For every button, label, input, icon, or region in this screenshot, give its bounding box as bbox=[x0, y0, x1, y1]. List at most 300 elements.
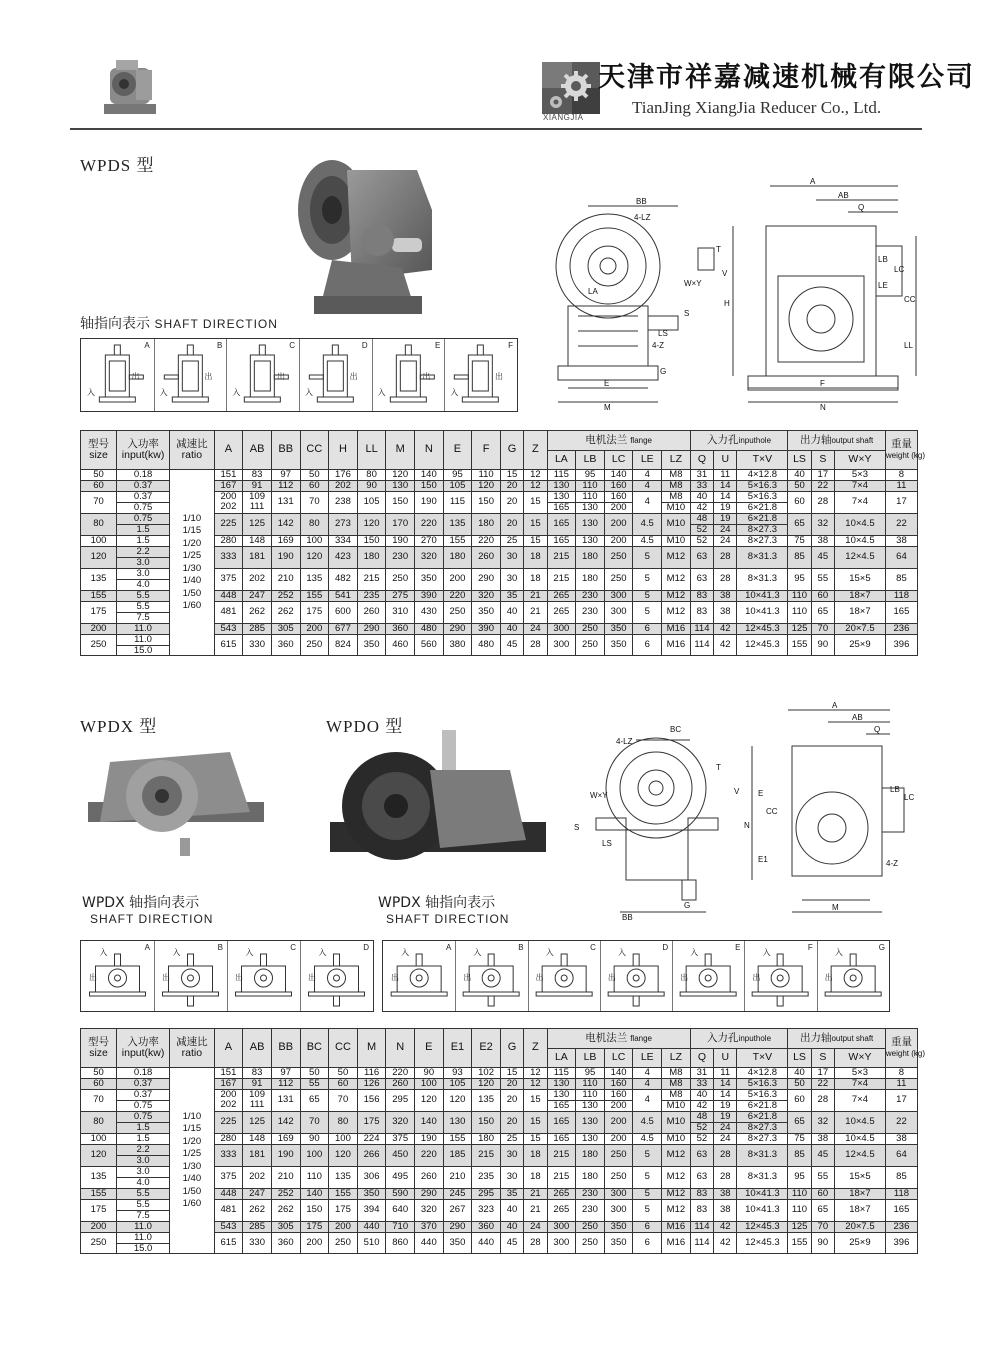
cell-dim: 151 bbox=[214, 1068, 243, 1079]
wpdo-dim-wxy-label: W×Y bbox=[590, 791, 608, 800]
cell-input-kw: 3.0 bbox=[117, 1155, 170, 1166]
cell-flange: 250 bbox=[604, 568, 633, 590]
cell-dim: 130 bbox=[386, 480, 415, 491]
cell-flange-lz: M10 bbox=[662, 513, 691, 535]
cell-dim: 640 bbox=[386, 1199, 415, 1221]
col-shaft-sub: LS bbox=[788, 1048, 811, 1068]
cell-output-shaft: 12×4.5 bbox=[834, 1144, 885, 1166]
cell-dim: 110 bbox=[300, 1166, 329, 1188]
cell-flange: 200 bbox=[604, 502, 633, 513]
cell-input-hole: 19 bbox=[714, 1111, 737, 1122]
cell-flange-lz: M12 bbox=[662, 1188, 691, 1199]
cell-output-shaft: 60 bbox=[811, 1188, 834, 1199]
cell-input-hole: 6×21.8 bbox=[737, 1111, 788, 1122]
cell-output-shaft: 32 bbox=[811, 513, 834, 535]
cell-input-kw: 1.5 bbox=[117, 535, 170, 546]
cell-output-shaft: 90 bbox=[811, 634, 834, 656]
cell-output-shaft: 110 bbox=[788, 1199, 811, 1221]
cell-input-kw: 4.0 bbox=[117, 579, 170, 590]
direction-input-mark: 入 bbox=[318, 948, 327, 957]
cell-input-hole: 6×21.8 bbox=[737, 502, 788, 513]
wpdo-dim-m-label: M bbox=[832, 903, 839, 912]
wpds-direction-f bbox=[444, 339, 517, 411]
cell-dim: 93 bbox=[443, 1068, 472, 1079]
cell-input-hole: 83 bbox=[690, 590, 713, 601]
cell-size: 100 bbox=[81, 535, 117, 546]
cell-flange-lz: M12 bbox=[662, 1166, 691, 1188]
cell-size: 50 bbox=[81, 470, 117, 481]
cell-dim: 40 bbox=[500, 1199, 523, 1221]
col-shaft-sub: S bbox=[811, 1048, 834, 1068]
cell-dim: 135 bbox=[472, 1089, 501, 1111]
shaft-direction-icon bbox=[299, 339, 372, 411]
cell-dim: 543 bbox=[214, 623, 243, 634]
cell-weight: 38 bbox=[885, 1133, 917, 1144]
cell-weight: 64 bbox=[885, 546, 917, 568]
cell-input-kw: 0.37 bbox=[117, 491, 170, 502]
cell-flange: 300 bbox=[604, 590, 633, 601]
cell-dim: 20 bbox=[500, 1111, 523, 1133]
cell-weight: 396 bbox=[885, 634, 917, 656]
cell-output-shaft: 18×7 bbox=[834, 1188, 885, 1199]
wpdo-dim-bc-label: BC bbox=[670, 725, 682, 734]
shaft-direction-icon bbox=[444, 339, 517, 411]
cell-input-hole: 8×31.3 bbox=[737, 1166, 788, 1188]
cell-dim: 105 bbox=[443, 480, 472, 491]
cell-output-shaft: 155 bbox=[788, 634, 811, 656]
wpdo-reducer-photo bbox=[330, 730, 546, 862]
wpdo-direction-g bbox=[817, 941, 889, 1011]
cell-dim: 135 bbox=[329, 1166, 358, 1188]
cell-dim: 200 bbox=[443, 568, 472, 590]
cell-input-hole: 38 bbox=[714, 601, 737, 623]
wpdo-dim-ls-label: LS bbox=[602, 839, 612, 848]
cell-size: 175 bbox=[81, 1199, 117, 1221]
cell-flange: 265 bbox=[547, 590, 576, 601]
col-group-flange: 电机法兰 flange bbox=[547, 431, 690, 451]
col-dim-3: CC bbox=[300, 431, 329, 470]
direction-output-mark: 出 bbox=[422, 372, 431, 381]
wpds-spec-table bbox=[80, 430, 926, 656]
cell-input-hole: 14 bbox=[714, 480, 737, 491]
cell-size: 70 bbox=[81, 491, 117, 513]
col-model: 型号 size bbox=[81, 1029, 117, 1068]
col-dim-6: N bbox=[386, 1029, 415, 1068]
cell-input-kw: 5.5 bbox=[117, 590, 170, 601]
cell-dim: 590 bbox=[386, 1188, 415, 1199]
col-shaft-sub: W×Y bbox=[834, 1048, 885, 1068]
wpdx-direction-c bbox=[227, 941, 301, 1011]
cell-dim: 280 bbox=[214, 535, 243, 546]
cell-dim: 860 bbox=[386, 1232, 415, 1254]
cell-output-shaft: 65 bbox=[811, 601, 834, 623]
cell-dim: 131 bbox=[271, 1089, 300, 1111]
wpdx-direction-d bbox=[300, 941, 373, 1011]
direction-letter: A bbox=[144, 341, 150, 350]
cell-dim: 266 bbox=[357, 1144, 386, 1166]
cell-dim: 230 bbox=[386, 546, 415, 568]
cell-flange: 95 bbox=[576, 470, 605, 481]
cell-dim: 142 bbox=[271, 513, 300, 535]
dim-la-label: LA bbox=[588, 287, 598, 296]
col-group-output-shaft: 出力轴output shaft bbox=[788, 431, 886, 451]
cell-dim: 350 bbox=[357, 634, 386, 656]
cell-input-hole: 114 bbox=[690, 634, 713, 656]
cell-dim: 320 bbox=[386, 1111, 415, 1133]
cell-input-hole: 28 bbox=[714, 568, 737, 590]
cell-output-shaft: 12×4.5 bbox=[834, 546, 885, 568]
wpds-dimension-drawing bbox=[548, 176, 920, 412]
cell-size: 175 bbox=[81, 601, 117, 623]
cell-output-shaft: 18×7 bbox=[834, 590, 885, 601]
cell-dim: 60 bbox=[300, 480, 329, 491]
cell-dim: 360 bbox=[386, 623, 415, 634]
cell-input-hole: 12×45.3 bbox=[737, 634, 788, 656]
col-hole-sub: U bbox=[714, 450, 737, 470]
shaft-direction-icon bbox=[226, 339, 299, 411]
cell-flange: 300 bbox=[604, 601, 633, 623]
cell-dim: 120 bbox=[300, 546, 329, 568]
col-ratio: 减速比 ratio bbox=[170, 1029, 215, 1068]
cell-output-shaft: 17 bbox=[811, 470, 834, 481]
cell-dim: 97 bbox=[271, 470, 300, 481]
cell-flange-le: 5 bbox=[633, 546, 662, 568]
wpdo-dim-v-label: V bbox=[734, 787, 740, 796]
cell-input-kw: 0.18 bbox=[117, 1068, 170, 1079]
cell-dim: 320 bbox=[472, 590, 501, 601]
cell-input-kw: 3.0 bbox=[117, 557, 170, 568]
cell-output-shaft: 65 bbox=[811, 1199, 834, 1221]
cell-dim: 90 bbox=[357, 480, 386, 491]
cell-input-kw: 0.75 bbox=[117, 513, 170, 524]
cell-dim: 280 bbox=[214, 1133, 243, 1144]
cell-dim: 155 bbox=[443, 1133, 472, 1144]
cell-dim: 290 bbox=[443, 1221, 472, 1232]
cell-input-kw: 2.2 bbox=[117, 546, 170, 557]
dim-le-label: LE bbox=[878, 281, 888, 290]
cell-dim: 131 bbox=[271, 491, 300, 513]
cell-size: 200 bbox=[81, 1221, 117, 1232]
cell-flange-le: 4.5 bbox=[633, 1111, 662, 1133]
cell-size: 200 bbox=[81, 623, 117, 634]
cell-input-kw: 11.0 bbox=[117, 1221, 170, 1232]
cell-dim: 95 bbox=[443, 470, 472, 481]
cell-dim: 45 bbox=[500, 1232, 523, 1254]
col-dim-2: BB bbox=[271, 1029, 300, 1068]
cell-flange: 110 bbox=[576, 480, 605, 491]
cell-input-hole: 28 bbox=[714, 1144, 737, 1166]
cell-dim: 25 bbox=[500, 1133, 523, 1144]
col-hole-sub: Q bbox=[690, 1048, 713, 1068]
col-hole-sub: T×V bbox=[737, 1048, 788, 1068]
cell-dim: 480 bbox=[472, 634, 501, 656]
cell-input-hole: 11 bbox=[714, 470, 737, 481]
cell-dim: 543 bbox=[214, 1221, 243, 1232]
cell-dim: 125 bbox=[243, 513, 272, 535]
cell-flange: 300 bbox=[547, 634, 576, 656]
cell-input-hole: 10×41.3 bbox=[737, 1188, 788, 1199]
cell-size: 250 bbox=[81, 634, 117, 656]
cell-flange-le: 5 bbox=[633, 568, 662, 590]
direction-letter: C bbox=[590, 943, 596, 952]
col-dim-1: AB bbox=[243, 431, 272, 470]
cell-input-kw: 4.0 bbox=[117, 1177, 170, 1188]
cell-dim: 210 bbox=[271, 1166, 300, 1188]
cell-dim: 148 bbox=[243, 1133, 272, 1144]
cell-dim: 220 bbox=[415, 513, 444, 535]
col-flange-sub: LZ bbox=[662, 450, 691, 470]
cell-dim: 175 bbox=[329, 1199, 358, 1221]
cell-dim: 482 bbox=[329, 568, 358, 590]
cell-dim: 91 bbox=[243, 480, 272, 491]
cell-input-hole: 8×27.3 bbox=[737, 535, 788, 546]
cell-dim: 215 bbox=[357, 568, 386, 590]
cell-output-shaft: 25×9 bbox=[834, 634, 885, 656]
cell-dim: 155 bbox=[443, 535, 472, 546]
cell-input-hole: 5×16.3 bbox=[737, 1078, 788, 1089]
cell-input-hole: 4×12.8 bbox=[737, 470, 788, 481]
cell-dim: 247 bbox=[243, 590, 272, 601]
col-dim-0: A bbox=[214, 1029, 243, 1068]
cell-dim: 448 bbox=[214, 590, 243, 601]
direction-output-mark: 出 bbox=[308, 973, 316, 982]
cell-dim: 148 bbox=[243, 535, 272, 546]
cell-input-hole: 38 bbox=[714, 590, 737, 601]
wpdo-title: WPDO 型 bbox=[326, 717, 404, 736]
cell-flange: 265 bbox=[547, 1199, 576, 1221]
cell-flange-le: 5 bbox=[633, 601, 662, 623]
cell-output-shaft: 40 bbox=[788, 1068, 811, 1079]
cell-dim: 50 bbox=[329, 1068, 358, 1079]
direction-input-mark: 入 bbox=[232, 388, 241, 397]
cell-dim: 330 bbox=[243, 634, 272, 656]
cell-dim: 220 bbox=[443, 590, 472, 601]
col-dim-6: M bbox=[386, 431, 415, 470]
cell-flange-le: 5 bbox=[633, 590, 662, 601]
cell-flange-lz: M8 bbox=[662, 1068, 691, 1079]
cell-input-hole: 42 bbox=[714, 1232, 737, 1254]
col-group-input-hole: 入力孔inputhole bbox=[690, 1029, 788, 1049]
cell-dim: 224 bbox=[357, 1133, 386, 1144]
wpdo-dim-cc-label: CC bbox=[766, 807, 778, 816]
cell-dim: 423 bbox=[329, 546, 358, 568]
col-hole-sub: Q bbox=[690, 450, 713, 470]
cell-flange: 110 bbox=[576, 491, 605, 502]
cell-input-hole: 24 bbox=[714, 535, 737, 546]
cell-input-hole: 33 bbox=[690, 1078, 713, 1089]
cell-dim: 97 bbox=[271, 1068, 300, 1079]
cell-flange: 250 bbox=[576, 634, 605, 656]
cell-dim: 262 bbox=[243, 601, 272, 623]
cell-dim: 250 bbox=[329, 1232, 358, 1254]
cell-flange-le: 5 bbox=[633, 1166, 662, 1188]
cell-dim: 120 bbox=[329, 1144, 358, 1166]
wpdx-wpdo-spec-table bbox=[80, 1028, 926, 1254]
col-dim-7: N bbox=[415, 431, 444, 470]
cell-dim: 440 bbox=[357, 1221, 386, 1232]
cell-dim: 250 bbox=[386, 568, 415, 590]
cell-input-hole: 4×12.8 bbox=[737, 1068, 788, 1079]
direction-letter: C bbox=[290, 943, 296, 952]
cell-input-kw: 0.75 bbox=[117, 502, 170, 513]
cell-dim: 175 bbox=[300, 601, 329, 623]
cell-dim: 30 bbox=[500, 1144, 523, 1166]
cell-dim: 290 bbox=[443, 623, 472, 634]
cell-flange: 300 bbox=[547, 623, 576, 634]
cell-dim: 20 bbox=[500, 491, 523, 513]
direction-input-mark: 入 bbox=[473, 948, 482, 957]
cell-flange-lz: M16 bbox=[662, 623, 691, 634]
cell-dim: 245 bbox=[443, 1188, 472, 1199]
direction-output-mark: 出 bbox=[276, 372, 285, 381]
cell-dim: 220 bbox=[472, 535, 501, 546]
cell-dim: 55 bbox=[300, 1078, 329, 1089]
cell-flange: 110 bbox=[576, 1078, 605, 1089]
cell-dim: 290 bbox=[415, 1188, 444, 1199]
wpds-title: WPDS 型 bbox=[80, 156, 155, 175]
cell-input-hole: 31 bbox=[690, 470, 713, 481]
cell-dim: 150 bbox=[415, 480, 444, 491]
cell-dim: 156 bbox=[357, 1089, 386, 1111]
cell-input-hole: 19 bbox=[714, 1100, 737, 1111]
cell-dim: 430 bbox=[415, 601, 444, 623]
cell-flange: 250 bbox=[576, 623, 605, 634]
dim-t-label: T bbox=[716, 245, 721, 254]
direction-input-mark: 入 bbox=[450, 388, 459, 397]
cell-dim: 350 bbox=[472, 601, 501, 623]
cell-flange: 300 bbox=[604, 1188, 633, 1199]
cell-dim: 285 bbox=[243, 623, 272, 634]
cell-dim: 35 bbox=[500, 1188, 523, 1199]
cell-flange-lz: M8 bbox=[662, 480, 691, 491]
wpdo-direction-a bbox=[383, 941, 456, 1011]
cell-flange: 130 bbox=[576, 502, 605, 513]
cell-output-shaft: 5×3 bbox=[834, 1068, 885, 1079]
cell-output-shaft: 10×4.5 bbox=[834, 535, 885, 546]
cell-size: 135 bbox=[81, 568, 117, 590]
cell-dim: 142 bbox=[271, 1111, 300, 1133]
cell-flange: 300 bbox=[547, 1232, 576, 1254]
cell-output-shaft: 20×7.5 bbox=[834, 1221, 885, 1232]
cell-size: 135 bbox=[81, 1166, 117, 1188]
cell-input-kw: 15.0 bbox=[117, 1243, 170, 1254]
cell-dim: 710 bbox=[386, 1221, 415, 1232]
col-dim-1: AB bbox=[243, 1029, 272, 1068]
cell-dim: 510 bbox=[357, 1232, 386, 1254]
cell-dim: 330 bbox=[243, 1232, 272, 1254]
cell-dim: 18 bbox=[524, 1144, 547, 1166]
cell-flange: 140 bbox=[604, 470, 633, 481]
cell-input-hole: 12×45.3 bbox=[737, 1221, 788, 1232]
cell-size: 80 bbox=[81, 513, 117, 535]
col-dim-8: E bbox=[443, 431, 472, 470]
cell-input-hole: 10×41.3 bbox=[737, 601, 788, 623]
cell-input-hole: 5×16.3 bbox=[737, 480, 788, 491]
cell-flange: 200 bbox=[604, 513, 633, 535]
wpdo-dim-e-label: E bbox=[758, 789, 764, 798]
cell-size: 250 bbox=[81, 1232, 117, 1254]
cell-dim: 120 bbox=[415, 1089, 444, 1111]
cell-flange: 180 bbox=[576, 1144, 605, 1166]
cell-dim: 15 bbox=[524, 1133, 547, 1144]
cell-dim: 295 bbox=[472, 1188, 501, 1199]
cell-flange: 215 bbox=[547, 1144, 576, 1166]
cell-dim: 30 bbox=[500, 1166, 523, 1188]
cell-dim: 130 bbox=[443, 1111, 472, 1133]
cell-input-kw: 0.75 bbox=[117, 1100, 170, 1111]
cell-dim: 360 bbox=[271, 634, 300, 656]
direction-output-mark: 出 bbox=[463, 973, 472, 982]
cell-dim: 262 bbox=[271, 1199, 300, 1221]
cell-flange-le: 4 bbox=[633, 1068, 662, 1079]
cell-flange-le: 4 bbox=[633, 1089, 662, 1111]
wpdx-title: WPDX 型 bbox=[80, 717, 158, 736]
cell-input-hole: 52 bbox=[690, 535, 713, 546]
cell-flange: 215 bbox=[547, 1166, 576, 1188]
cell-dim: 333 bbox=[214, 546, 243, 568]
cell-input-hole: 24 bbox=[714, 1122, 737, 1133]
cell-dim: 495 bbox=[386, 1166, 415, 1188]
cell-dim: 360 bbox=[472, 1221, 501, 1232]
cell-dim: 252 bbox=[271, 1188, 300, 1199]
direction-output-mark: 出 bbox=[680, 973, 689, 982]
cell-dim: 260 bbox=[357, 601, 386, 623]
cell-flange-lz: M12 bbox=[662, 546, 691, 568]
cell-size: 60 bbox=[81, 1078, 117, 1089]
col-dim-11: Z bbox=[524, 431, 547, 470]
cell-dim: 120 bbox=[357, 513, 386, 535]
cell-flange-lz: M8 bbox=[662, 1078, 691, 1089]
wpdo-dim-a-label: A bbox=[832, 701, 838, 710]
cell-flange: 250 bbox=[576, 1232, 605, 1254]
cell-weight: 22 bbox=[885, 1111, 917, 1133]
dim-ls-label: LS bbox=[658, 329, 668, 338]
direction-letter: G bbox=[878, 943, 885, 952]
wpdo-shaft-direction-en: SHAFT DIRECTION bbox=[386, 912, 510, 926]
cell-flange: 160 bbox=[604, 1089, 633, 1100]
cell-dim: 267 bbox=[443, 1199, 472, 1221]
cell-flange: 300 bbox=[547, 1221, 576, 1232]
cell-output-shaft: 70 bbox=[811, 1221, 834, 1232]
cell-output-shaft: 18×7 bbox=[834, 601, 885, 623]
cell-dim: 150 bbox=[357, 535, 386, 546]
col-dim-10: G bbox=[500, 431, 523, 470]
direction-output-mark: 出 bbox=[131, 372, 140, 381]
cell-dim: 100 bbox=[415, 1078, 444, 1089]
cell-dim: 305 bbox=[271, 1221, 300, 1232]
wpdo-dim-lb-label: LB bbox=[890, 785, 900, 794]
cell-flange: 165 bbox=[547, 1133, 576, 1144]
cell-ratio: 1/10 1/15 1/20 1/25 1/30 1/40 1/50 1/60 bbox=[170, 1068, 215, 1254]
cell-dim: 15 bbox=[524, 1111, 547, 1133]
cell-dim: 380 bbox=[443, 634, 472, 656]
cell-dim: 83 bbox=[243, 1068, 272, 1079]
cell-input-hole: 48 bbox=[690, 1111, 713, 1122]
cell-flange: 200 bbox=[604, 1100, 633, 1111]
cell-dim: 40 bbox=[500, 1221, 523, 1232]
cell-dim: 80 bbox=[357, 470, 386, 481]
cell-flange: 250 bbox=[576, 1221, 605, 1232]
cell-input-hole: 48 bbox=[690, 513, 713, 524]
cell-flange: 300 bbox=[604, 1199, 633, 1221]
cell-dim: 541 bbox=[329, 590, 358, 601]
cell-dim: 290 bbox=[357, 623, 386, 634]
cell-output-shaft: 70 bbox=[811, 623, 834, 634]
col-group-input-hole: 入力孔inputhole bbox=[690, 431, 788, 451]
cell-dim: 370 bbox=[415, 1221, 444, 1232]
wpdo-dim-bb-label: BB bbox=[622, 913, 633, 922]
cell-input-kw: 15.0 bbox=[117, 645, 170, 656]
